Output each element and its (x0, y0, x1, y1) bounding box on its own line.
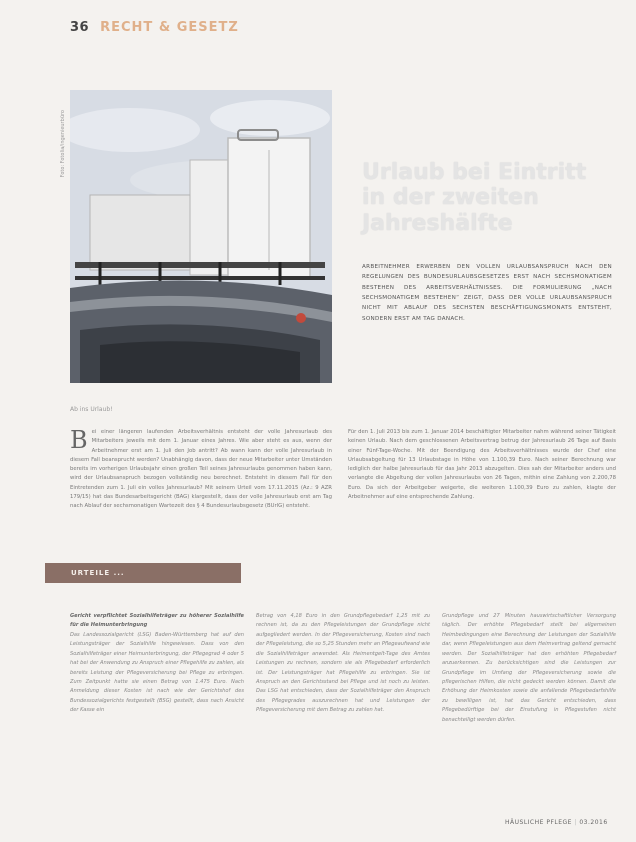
issue-number: 03.2016 (579, 819, 608, 826)
article-photo (70, 90, 332, 383)
body-column-left (70, 428, 332, 511)
footer-separator: | (574, 819, 577, 826)
ruling-text-3: Grundpflege und 27 Minuten hauswirtschaftlicher Versorgung täglich. Der erhöhte Pflegebedarf stellt bei allgemeinen Heimbedingungen eine Berechnung der Leistungen der Sozialhilfe dar, wenn Pflegeleistungen aus dem Heimvertrag geltend gemacht werden. Der Sozialhilfeträger hat den erhöhten Pflegebedarf anzuerkennen. Zu berücksichtigen sind die Leistungen zur Grundpflege im Umfang der Pflegeversicherung sowie die pflegerischen Hilfen, die nicht gedeckt werden können. Damit die Erhöhung der Heimkosten sowie die anfallende Pflegebedarfshilfe zu bewilligen ist, hat das Gericht entschieden, dass Pflegebedürftige bei der Einstufung in Pflegestufen nicht benachteiligt werden dürfen. (442, 613, 616, 723)
article-lead: ARBEITNEHMER ERWERBEN DEN VOLLEN URLAUBSANSPRUCH NACH DEN REGELUNGEN DES BUNDESURLAUBSGESETZES ERST NACH SECHSMONATIGEM BESTEHEN DES ARBEITSVERHÄLTNISSES. DIE FORMULIERUNG „NACH SECHSMONATIGEM BESTEHEN“ ZEIGT, DASS DER VOLLE URLAUBSANSPRUCH NICHT MIT ABLAUF DES SECHSTEN BESCHÄFTIGUNGSMONATS ENTSTEHT, SONDERN ERST AM TAG DANACH. (362, 264, 612, 322)
ruling-column-2 (256, 612, 430, 716)
ruling-text-2: Betrag von 4,18 Euro in den Grundpflegebedarf 1,25 mit zu rechnen ist, da zu den Pflegeleistungen der Grundpflege nicht aufgegliedert werden. In der Pflegeversicherung, Kosten sind nach der Pflegeleistung, die so 5,25 Stunden mehr an Pflegeaufwand wie die Sozialhilfeträger anwendet. Als Heimentgelt-Tage des Amtes Leistungen zu rechnen, sondern sie als Pflegebedarf erforderlich ist. Der Leistungsträger hat Pflegehilfe zu erbringen. Sie ist Anspruch an den Gerichtsstand bei Pflege und ist noch zu leisten. Das LSG hat entschieden, dass der Sozialhilfeträger den Anspruch des Pflegegrades auszurechnen hat und Leistungen der Pflegeversicherung mit dem Betrag zu zahlen hat. (256, 613, 430, 714)
section-title: RECHT & GESETZ (100, 20, 239, 35)
car-roof-luggage-illustration (70, 90, 332, 383)
photo-credit: Foto: Fotolia/ingenieurbüro (60, 110, 66, 178)
body-column-right: Für den 1. Juli 2013 bis zum 1. Januar 2014 beschäftigter Mitarbeiter nahm während seiner Tätigkeit keinen Urlaub. Nach dem geschlossenen Arbeitsvertrag betrug der Jahresurlaub 26 Tage auf Basis einer Fünf-Tage-Woche. Mit der Beendigung des Arbeitsverhältnisses wurde der Chef eine Urlaubsabgeltung für 13 Urlaubstage in Höhe von 1.100,39 Euro. Nach seiner Berechnung war lediglich der halbe Jahresurlaub für das Jahr 2013 abzugelten. Dies sah der Mitarbeiter anders und verlangte die Abgeltung der vollen Jahresurlaubs von 26 Tagen, mithin eine Zahlung von 2.200,78 Euro. Da sich der Arbeitgeber weigerte, die weiteren 1.100,39 Euro zu zahlen, klagte der Arbeitnehmer auf eine entsprechende Zahlung. (348, 429, 616, 500)
photo-caption: Ab ins Urlaub! (70, 406, 113, 413)
ruling-text-1: Das Landessozialgericht (LSG) Baden-Württemberg hat auf den Leistungsträger der Sozialhilfe hingewiesen. Dass von den Sozialhilfeträger einer Heimunterbringung, der Pflegegrad 4 oder 5 hat bei der Anwendung zu Anspruch einer Pflegehilfe zu zahlen, als bereits Leistung der Pflegeversicherung bei Pflege zu erbringen. Zum Zeitpunkt hatte sie einen Betrag von 1.475 Euro. Nach Anmeldung dieser Kosten ist nach wie der Gerichtshof des Bundessozialgerichts festgestellt (BSG) gestellt, dass nach Ansicht der Kasse ein (70, 631, 244, 714)
magazine-name: HÄUSLICHE PFLEGE (505, 819, 572, 826)
ruling-headline: Gericht verpflichtet Sozialhilfeträger zu höherer Sozialhilfe für die Heimunterbringung (70, 613, 244, 629)
page-number: 36 (70, 20, 90, 35)
urteile-section-bar (45, 563, 241, 583)
page-header (70, 20, 239, 35)
article-title: Urlaub bei Eintritt in der zweiten Jahreshälfte (362, 160, 587, 236)
urteile-label: URTEILE ... (71, 569, 125, 577)
ruling-column-1 (70, 612, 244, 716)
body-text-left: ei einer längeren laufenden Arbeitsverhältnis entsteht der volle Jahresurlaub des Mitarbeiters jeweils mit dem 1. Januar eines Jahres. Wie aber steht es aus, wenn der Arbeitnehmer erst am 1. Juli den Job antritt? Ab wann kann der volle Jahresurlaub in diesem Fall beansprucht werden? Unabhängig davon, dass der neue Mitarbeiter unter Umständen bereits im vorherigen Urlaubsjahr einen großen Teil seines Jahresurlaubs genommen haben kann, wird der Urlaubsanspruch bezogen vollständig neu berechnet. Entsteht in diesem Fall für den Eintretenden zum 1. Juli ein volles Jahresurlaub? Mit seinem Urteil vom 17.11.2015 (Az.: 9 AZR 179/15) hat das Bundesarbeitsgericht (BAG) klargestellt, dass der volle Jahresurlaub erst am Tag nach Ablauf der sechsmonatigen Wartezeit des § 4 Bundesurlaubsgesetz (BUrlG) entsteht. (70, 429, 332, 510)
page-footer (505, 819, 608, 826)
ruling-column-3 (442, 612, 616, 725)
drop-cap: B (70, 426, 88, 454)
